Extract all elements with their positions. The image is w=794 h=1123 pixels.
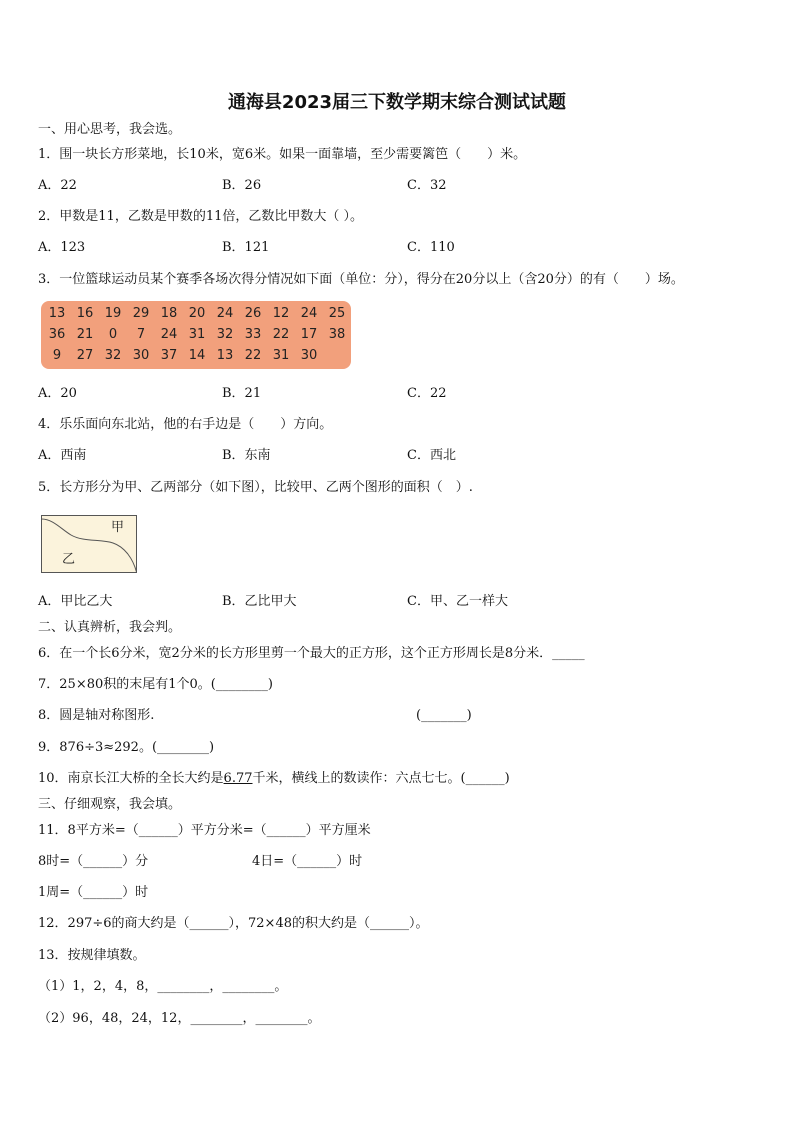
score-cell: 26 bbox=[244, 306, 262, 321]
score-cell: 13 bbox=[216, 348, 234, 363]
question-2: 2．甲数是11，乙数是甲数的11倍，乙数比甲数大（ ）。 bbox=[38, 209, 363, 224]
score-cell: 20 bbox=[188, 306, 206, 321]
question-4: 4．乐乐面向东北站，他的右手边是（ ）方向。 bbox=[38, 417, 333, 432]
section-1-heading: 一、用心思考，我会选。 bbox=[38, 122, 182, 137]
label-jia: 甲 bbox=[111, 520, 125, 535]
score-cell: 32 bbox=[216, 327, 234, 342]
score-table bbox=[41, 301, 351, 369]
score-row-2 bbox=[41, 327, 351, 347]
q4-option-a[interactable]: A．西南 bbox=[38, 448, 87, 463]
question-10[interactable] bbox=[38, 770, 510, 788]
score-cell: 7 bbox=[136, 327, 146, 342]
score-cell: 25 bbox=[328, 306, 346, 321]
question-1: 1．围一块长方形菜地，长10米，宽6米。如果一面靠墙，至少需要篱笆（ ）米。 bbox=[38, 147, 527, 162]
q3-option-c[interactable]: C．22 bbox=[407, 386, 447, 401]
score-cell: 30 bbox=[132, 348, 150, 363]
q10-pre: 10．南京长江大桥的全长大约是 bbox=[38, 771, 224, 786]
score-cell: 31 bbox=[272, 348, 290, 363]
score-cell: 18 bbox=[160, 306, 178, 321]
score-row-3 bbox=[41, 348, 351, 368]
score-cell: 38 bbox=[328, 327, 346, 342]
q3-option-a[interactable]: A．20 bbox=[38, 386, 77, 401]
q2-option-b[interactable]: B．121 bbox=[222, 240, 270, 255]
q2-option-a[interactable]: A．123 bbox=[38, 240, 86, 255]
score-cell: 33 bbox=[244, 327, 262, 342]
question-7[interactable]: 7．25×80积的末尾有1个0。(________) bbox=[38, 677, 273, 692]
question-13-sub-2[interactable]: （2）96，48，24，12，________，________。 bbox=[38, 1011, 321, 1026]
score-cell: 0 bbox=[108, 327, 118, 342]
question-11-days[interactable]: 4日=（______）时 bbox=[252, 854, 363, 869]
section-2-heading: 二、认真辨析，我会判。 bbox=[38, 620, 182, 635]
q2-option-c[interactable]: C．110 bbox=[407, 240, 455, 255]
q10-underlined-number: 6.77 bbox=[223, 771, 253, 786]
q3-option-b[interactable]: B．21 bbox=[222, 386, 262, 401]
question-3: 3．一位篮球运动员某个赛季各场次得分情况如下面（单位：分），得分在20分以上（含20分）的有（ ）场。 bbox=[38, 272, 684, 287]
score-cell: 21 bbox=[76, 327, 94, 342]
question-13-sub-1[interactable]: （1）1，2，4，8，________，________。 bbox=[38, 979, 288, 994]
section-3-heading: 三、仔细观察，我会填。 bbox=[38, 797, 182, 812]
score-cell: 37 bbox=[160, 348, 178, 363]
score-cell: 24 bbox=[216, 306, 234, 321]
score-row-1 bbox=[41, 306, 351, 326]
question-11-week[interactable]: 1周=（______）时 bbox=[38, 885, 149, 900]
score-cell: 22 bbox=[272, 327, 290, 342]
score-cell: 12 bbox=[272, 306, 290, 321]
question-12[interactable]: 12．297÷6的商大约是（______），72×48的积大约是（______）。 bbox=[38, 916, 429, 931]
score-cell: 31 bbox=[188, 327, 206, 342]
question-9[interactable]: 9．876÷3≈292。(________) bbox=[38, 740, 215, 755]
q5-option-a[interactable]: A．甲比乙大 bbox=[38, 594, 113, 609]
score-cell: 24 bbox=[160, 327, 178, 342]
question-5: 5．长方形分为甲、乙两部分（如下图），比较甲、乙两个图形的面积（ ）. bbox=[38, 480, 473, 495]
score-cell: 27 bbox=[76, 348, 94, 363]
score-cell: 19 bbox=[104, 306, 122, 321]
q10-post: 千米，横线上的数读作：六点七七。(______) bbox=[252, 771, 510, 786]
question-11-line-1[interactable]: 11．8平方米=（______）平方分米=（______）平方厘米 bbox=[38, 823, 371, 838]
label-yi: 乙 bbox=[62, 552, 76, 567]
question-6[interactable]: 6．在一个长6分米，宽2分米的长方形里剪一个最大的正方形，这个正方形周长是8分米．_____ bbox=[38, 646, 585, 661]
q4-option-c[interactable]: C．西北 bbox=[407, 448, 456, 463]
score-cell: 9 bbox=[52, 348, 62, 363]
page-title: 通海县2023届三下数学期末综合测试试题 bbox=[227, 92, 567, 113]
question-13: 13．按规律填数。 bbox=[38, 948, 146, 963]
score-cell: 36 bbox=[48, 327, 66, 342]
score-cell: 16 bbox=[76, 306, 94, 321]
score-cell: 32 bbox=[104, 348, 122, 363]
score-cell: 24 bbox=[300, 306, 318, 321]
score-cell: 14 bbox=[188, 348, 206, 363]
question-11-hours[interactable]: 8时=（______）分 bbox=[38, 854, 149, 869]
question-8: 8．圆是轴对称图形. bbox=[38, 708, 155, 723]
score-cell: 22 bbox=[244, 348, 262, 363]
q1-option-b[interactable]: B．26 bbox=[222, 178, 262, 193]
score-cell: 17 bbox=[300, 327, 318, 342]
q5-option-b[interactable]: B．乙比甲大 bbox=[222, 594, 297, 609]
q8-answer-blank[interactable]: (_______) bbox=[416, 708, 472, 723]
score-cell: 30 bbox=[300, 348, 318, 363]
q5-option-c[interactable]: C．甲、乙一样大 bbox=[407, 594, 508, 609]
score-cell: 13 bbox=[48, 306, 66, 321]
q1-option-a[interactable]: A．22 bbox=[38, 178, 77, 193]
rectangle-figure bbox=[41, 515, 137, 573]
score-cell: 29 bbox=[132, 306, 150, 321]
q4-option-b[interactable]: B．东南 bbox=[222, 448, 271, 463]
q1-option-c[interactable]: C．32 bbox=[407, 178, 447, 193]
